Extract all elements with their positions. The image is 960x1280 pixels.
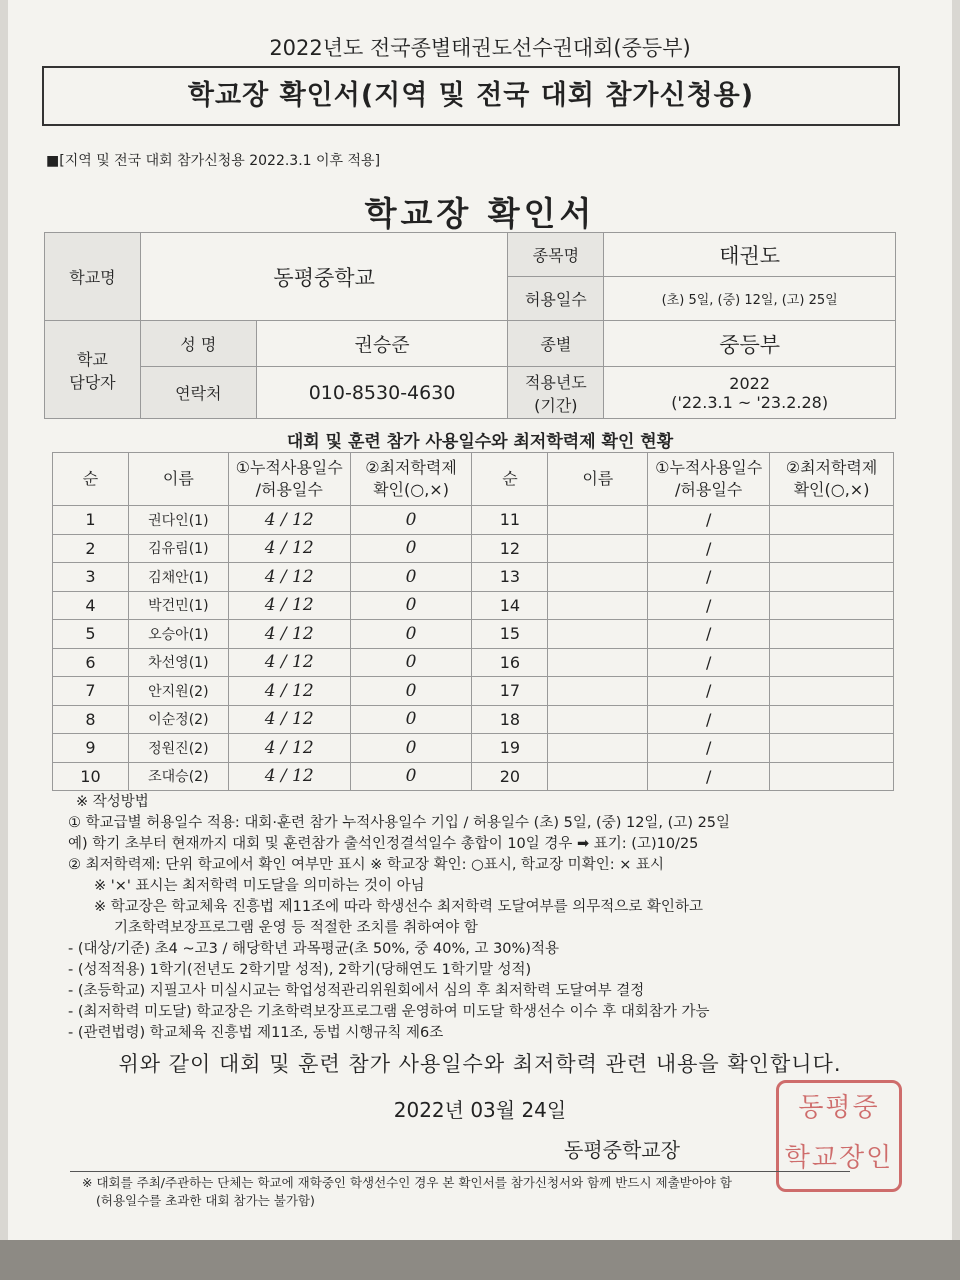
header-check: ②최저학력제 확인(○,×) bbox=[350, 453, 472, 506]
row-no: 7 bbox=[53, 677, 129, 706]
days-used: 4 / 12 bbox=[228, 677, 350, 706]
table-row bbox=[53, 734, 894, 763]
manager-label: 학교 담당자 bbox=[45, 321, 141, 419]
student-name bbox=[548, 677, 648, 706]
table-row bbox=[53, 620, 894, 649]
school-label: 학교명 bbox=[45, 233, 141, 321]
row-no: 2 bbox=[53, 534, 129, 563]
days-used: 4 / 12 bbox=[228, 506, 350, 535]
year-value: 2022 bbox=[729, 373, 770, 393]
student-name: 김채안(1) bbox=[128, 563, 228, 592]
boxed-title: 학교장 확인서(지역 및 전국 대회 참가신청용) bbox=[42, 66, 900, 126]
table-row bbox=[53, 506, 894, 535]
check-mark bbox=[770, 620, 894, 649]
days-used: 4 / 12 bbox=[228, 534, 350, 563]
header-days: ①누적사용일수 /허용일수 bbox=[228, 453, 350, 506]
table-row bbox=[53, 563, 894, 592]
check-mark: 0 bbox=[350, 563, 472, 592]
contact-value: 010-8530-4630 bbox=[256, 367, 508, 419]
school-name: 동평중학교 bbox=[140, 233, 508, 321]
check-mark bbox=[770, 506, 894, 535]
row-no: 17 bbox=[472, 677, 548, 706]
event-title: 2022년도 전국종별태권도선수권대회(중등부) bbox=[269, 36, 691, 60]
instruction-line: 예) 학기 초부터 현재까지 대회 및 훈련참가 출석인정결석일수 총합이 10일 경우 ➡ 표기: (고)10/25 bbox=[68, 836, 699, 852]
days-value: (초) 5일, (중) 12일, (고) 25일 bbox=[604, 277, 896, 321]
check-mark bbox=[770, 648, 894, 677]
footnote-line: ※ 대회를 주최/주관하는 단체는 학교에 재학중인 학생선수인 경우 본 확인서를 참가신청서와 함께 반드시 제출받아야 함 bbox=[82, 1175, 732, 1190]
table-row bbox=[53, 705, 894, 734]
check-mark: 0 bbox=[350, 506, 472, 535]
student-name bbox=[548, 563, 648, 592]
student-name: 조대승(2) bbox=[128, 762, 228, 791]
student-name bbox=[548, 648, 648, 677]
row-no: 18 bbox=[472, 705, 548, 734]
days-used: 4 / 12 bbox=[228, 705, 350, 734]
check-mark: 0 bbox=[350, 734, 472, 763]
student-name bbox=[548, 506, 648, 535]
check-mark: 0 bbox=[350, 591, 472, 620]
days-used: / bbox=[648, 648, 770, 677]
header-check-2: ②최저학력제 확인(○,×) bbox=[770, 453, 894, 506]
days-used: 4 / 12 bbox=[228, 620, 350, 649]
check-mark: 0 bbox=[350, 762, 472, 791]
row-no: 1 bbox=[53, 506, 129, 535]
row-no: 4 bbox=[53, 591, 129, 620]
signature-date: 2022년 03월 24일 bbox=[393, 1098, 567, 1122]
row-no: 12 bbox=[472, 534, 548, 563]
check-mark bbox=[770, 705, 894, 734]
year-label: 적용년도 (기간) bbox=[508, 367, 604, 419]
table-row bbox=[53, 762, 894, 791]
table-row bbox=[53, 648, 894, 677]
days-used: / bbox=[648, 591, 770, 620]
check-mark: 0 bbox=[350, 620, 472, 649]
row-no: 14 bbox=[472, 591, 548, 620]
instructions bbox=[68, 792, 908, 1044]
check-mark: 0 bbox=[350, 677, 472, 706]
check-mark bbox=[770, 534, 894, 563]
manager-name: 권승준 bbox=[256, 321, 508, 367]
document-page bbox=[8, 0, 952, 1240]
footnote-line: (허용일수를 초과한 대회 참가는 불가함) bbox=[96, 1193, 315, 1208]
check-mark bbox=[770, 677, 894, 706]
days-used: / bbox=[648, 506, 770, 535]
section-title: 대회 및 훈련 참가 사용일수와 최저학력제 확인 현황 bbox=[286, 432, 674, 452]
participation-table bbox=[52, 452, 894, 791]
header-no-2: 순 bbox=[472, 453, 548, 506]
days-used: / bbox=[648, 762, 770, 791]
days-used: 4 / 12 bbox=[228, 762, 350, 791]
header-name-2: 이름 bbox=[548, 453, 648, 506]
days-used: / bbox=[648, 734, 770, 763]
instruction-line: ※ 학교장은 학교체육 진흥법 제11조에 따라 학생선수 최저학력 도달여부를 의무적으로 확인하고 bbox=[94, 899, 703, 915]
year-cell bbox=[604, 367, 896, 419]
name-label: 성 명 bbox=[140, 321, 256, 367]
check-mark: 0 bbox=[350, 705, 472, 734]
row-no: 3 bbox=[53, 563, 129, 592]
check-mark: 0 bbox=[350, 648, 472, 677]
background-surface bbox=[0, 1240, 960, 1280]
days-used: 4 / 12 bbox=[228, 591, 350, 620]
instruction-line: - (관련법령) 학교체육 진흥법 제11조, 동법 시행규칙 제6조 bbox=[68, 1025, 444, 1041]
divider bbox=[70, 1171, 850, 1172]
row-no: 19 bbox=[472, 734, 548, 763]
contact-label: 연락처 bbox=[140, 367, 256, 419]
student-name bbox=[548, 734, 648, 763]
days-used: / bbox=[648, 534, 770, 563]
instruction-line: ② 최저학력제: 단위 학교에서 확인 여부만 표시 ※ 학교장 확인: ○표시, 학교장 미확인: × 표시 bbox=[68, 857, 664, 873]
instruction-line: - (성적적용) 1학기(전년도 2학기말 성적), 2학기(당해연도 1학기말 성적) bbox=[68, 962, 532, 978]
check-mark bbox=[770, 591, 894, 620]
notice-line: ■[지역 및 전국 대회 참가신청용 2022.3.1 이후 적용] bbox=[46, 153, 381, 169]
days-used: 4 / 12 bbox=[228, 563, 350, 592]
row-no: 6 bbox=[53, 648, 129, 677]
row-no: 8 bbox=[53, 705, 129, 734]
days-used: / bbox=[648, 705, 770, 734]
sport-value: 태권도 bbox=[604, 233, 896, 277]
student-name bbox=[548, 591, 648, 620]
days-used: / bbox=[648, 620, 770, 649]
document-title: 학교장 확인서 bbox=[364, 194, 596, 233]
row-no: 13 bbox=[472, 563, 548, 592]
days-used: 4 / 12 bbox=[228, 648, 350, 677]
student-name bbox=[548, 620, 648, 649]
official-seal-stamp: 동평중 학교장인 bbox=[776, 1080, 902, 1192]
student-name bbox=[548, 534, 648, 563]
division-label: 종별 bbox=[508, 321, 604, 367]
row-no: 20 bbox=[472, 762, 548, 791]
row-no: 16 bbox=[472, 648, 548, 677]
check-mark bbox=[770, 563, 894, 592]
confirmation-statement: 위와 같이 대회 및 훈련 참가 사용일수와 최저학력 관련 내용을 확인합니다. bbox=[118, 1052, 842, 1076]
sport-label: 종목명 bbox=[508, 233, 604, 277]
table-row bbox=[53, 677, 894, 706]
check-mark bbox=[770, 762, 894, 791]
student-name: 정원진(2) bbox=[128, 734, 228, 763]
year-period: ('22.3.1 ~ '23.2.28) bbox=[671, 392, 829, 412]
instruction-line: - (초등학교) 지필고사 미실시교는 학업성적관리위원회에서 심의 후 최저학력 도달여부 결정 bbox=[68, 983, 645, 999]
row-no: 10 bbox=[53, 762, 129, 791]
student-name: 권다인(1) bbox=[128, 506, 228, 535]
instruction-line: ※ '×' 표시는 최저학력 미도달을 의미하는 것이 아님 bbox=[94, 878, 425, 894]
student-name: 차선영(1) bbox=[128, 648, 228, 677]
student-name: 안지원(2) bbox=[128, 677, 228, 706]
row-no: 15 bbox=[472, 620, 548, 649]
student-name: 오승아(1) bbox=[128, 620, 228, 649]
division-value: 중등부 bbox=[604, 321, 896, 367]
principal-name: 동평중학교장 bbox=[564, 1138, 680, 1162]
instruction-line: 기초학력보장프로그램 운영 등 적절한 조치를 취하여야 함 bbox=[114, 920, 478, 936]
student-name: 김유림(1) bbox=[128, 534, 228, 563]
instruction-line: ① 학교급별 허용일수 적용: 대회·훈련 참가 누적사용일수 기입 / 허용일수 (초) 5일, (중) 12일, (고) 25일 bbox=[68, 815, 731, 831]
student-name: 이순정(2) bbox=[128, 705, 228, 734]
header-days-2: ①누적사용일수 /허용일수 bbox=[648, 453, 770, 506]
info-table bbox=[44, 232, 896, 419]
instruction-line: - (대상/기준) 초4 ~고3 / 해당학년 과목평균(초 50%, 중 40%, 고 30%)적용 bbox=[68, 941, 559, 957]
instructions-heading: ※ 작성방법 bbox=[76, 794, 149, 810]
header-name: 이름 bbox=[128, 453, 228, 506]
table-row bbox=[53, 534, 894, 563]
instruction-line: - (최저학력 미도달) 학교장은 기초학력보장프로그램 운영하여 미도달 학생선수 이수 후 대회참가 가능 bbox=[68, 1004, 710, 1020]
student-name: 박건민(1) bbox=[128, 591, 228, 620]
check-mark bbox=[770, 734, 894, 763]
row-no: 5 bbox=[53, 620, 129, 649]
row-no: 9 bbox=[53, 734, 129, 763]
footnote bbox=[82, 1174, 732, 1210]
days-used: / bbox=[648, 677, 770, 706]
header-no: 순 bbox=[53, 453, 129, 506]
days-label: 허용일수 bbox=[508, 277, 604, 321]
row-no: 11 bbox=[472, 506, 548, 535]
table-row bbox=[53, 591, 894, 620]
student-name bbox=[548, 762, 648, 791]
days-used: / bbox=[648, 563, 770, 592]
days-used: 4 / 12 bbox=[228, 734, 350, 763]
student-name bbox=[548, 705, 648, 734]
check-mark: 0 bbox=[350, 534, 472, 563]
